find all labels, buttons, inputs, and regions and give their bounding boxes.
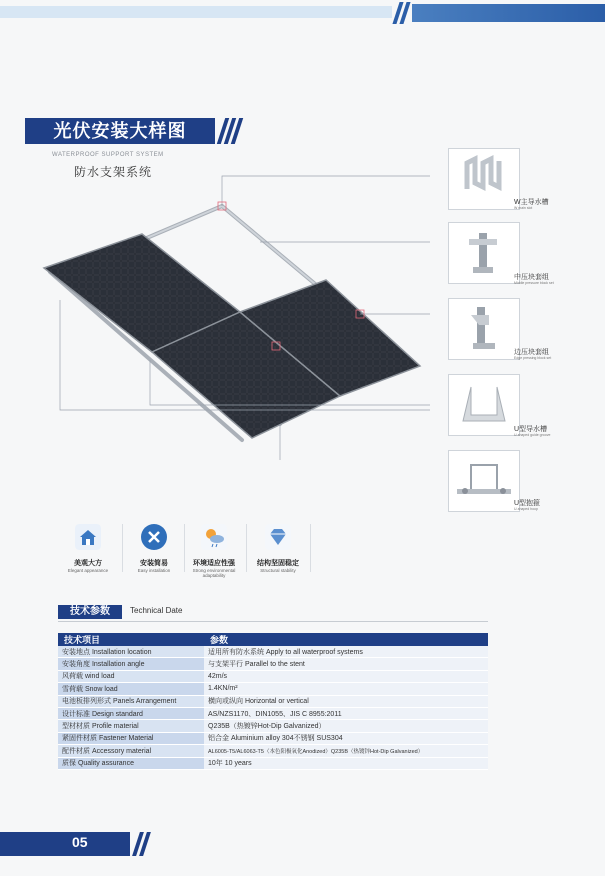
top-decor-band	[0, 0, 605, 30]
u-gutter-icon	[449, 375, 519, 435]
spec-header-item: 技术项目	[58, 633, 204, 646]
spec-key: 雪荷载 Snow load	[58, 683, 204, 695]
feature-sub: Easy installation	[137, 568, 171, 573]
spec-key: 安装地点 Installation location	[58, 646, 204, 658]
spec-value: AL6005-T5/AL6063-T5（本色阳极氧化Anodized）Q235B（热镀锌Hot-Dip Galvanized）	[204, 745, 488, 757]
component-label: U型导水槽	[514, 426, 548, 433]
edge-clamp-icon	[449, 299, 519, 359]
component-label: U型抱箍	[514, 500, 541, 507]
tools-icon	[141, 524, 167, 550]
feature-title: 安装简易	[140, 560, 168, 567]
middle-clamp-image	[448, 222, 520, 284]
weather-icon	[201, 524, 227, 550]
w-gutter-image	[448, 148, 520, 210]
table-row	[58, 707, 488, 719]
feature-item	[250, 520, 306, 584]
spec-key: 型材材质 Profile material	[58, 720, 204, 732]
spec-key: 配件材质 Accessory material	[58, 745, 204, 757]
diamond-icon	[265, 524, 291, 550]
spec-value: 横向或纵向 Horizontal or vertical	[204, 695, 488, 707]
page-title: 光伏安装大样图	[25, 118, 215, 144]
u-gutter-image	[448, 374, 520, 436]
spec-key: 紧固件材质 Fastener Material	[58, 732, 204, 744]
spec-key: 质保 Quality assurance	[58, 757, 204, 769]
page-number: 05	[72, 834, 88, 850]
spec-value: 42m/s	[204, 670, 488, 682]
feature-title: 结构坚固稳定	[257, 560, 299, 567]
feature-item	[126, 520, 182, 584]
spec-key: 电池板排列形式 Panels Arrangement	[58, 695, 204, 707]
u-hoop-icon	[449, 451, 519, 511]
feature-sub: Strong environmental adaptability	[192, 568, 236, 578]
feature-title: 环境适应性强	[193, 560, 235, 567]
spec-value: 与支架平行 Parallel to the stent	[204, 658, 488, 670]
w-gutter-icon	[449, 149, 519, 209]
component-sub: U-shaped hoop	[514, 507, 538, 511]
component-sub: U-shaped guide groove	[514, 433, 551, 437]
solar-installation-diagram	[30, 170, 430, 460]
divider	[58, 621, 488, 622]
component-sub: W main slot	[514, 206, 533, 210]
spec-key: 安装角度 Installation angle	[58, 658, 204, 670]
component-label: W主导水槽	[514, 199, 549, 206]
page-number-band	[0, 832, 130, 856]
subtitle-cn: 防水支架系统	[74, 165, 153, 179]
table-row	[58, 732, 488, 744]
component-label: 边压块套组	[514, 349, 549, 356]
spec-key: 设计标准 Design standard	[58, 707, 204, 719]
spec-value: 1.4KN/m²	[204, 683, 488, 695]
tech-section-title-en: Technical Date	[130, 606, 183, 615]
feature-item	[186, 520, 242, 584]
u-hoop-image	[448, 450, 520, 512]
table-row	[58, 720, 488, 732]
component-label: 中压块套组	[514, 274, 549, 281]
component-sub: Edge pressing block set	[514, 356, 552, 360]
subtitle-en: WATERPROOF SUPPORT SYSTEM	[52, 152, 164, 158]
feature-title: 美观大方	[74, 560, 102, 567]
solar-panels	[44, 234, 420, 438]
spec-value: 铝合金 Aluminium alloy 304不锈钢 SUS304	[204, 732, 488, 744]
spec-header-value: 参数	[204, 633, 488, 646]
feature-item	[60, 520, 116, 584]
component-sub: Middle pressure block set	[514, 281, 554, 285]
table-row	[58, 646, 488, 658]
middle-clamp-icon	[449, 223, 519, 283]
tech-section-title: 技术参数	[58, 605, 122, 619]
house-icon	[75, 524, 101, 550]
table-row	[58, 670, 488, 682]
spec-value: AS/NZS1170、DIN1055、JIS C 8955:2011	[204, 707, 488, 719]
table-row	[58, 695, 488, 707]
table-row	[58, 745, 488, 757]
spec-value: 适用所有防水系统 Apply to all waterproof systems	[204, 646, 488, 658]
feature-sub: Elegant appearance	[67, 568, 109, 573]
spec-value: 10年 10 years	[204, 757, 488, 769]
table-row	[58, 757, 488, 769]
table-row	[58, 683, 488, 695]
spec-table	[58, 633, 488, 770]
spec-value: Q235B（热镀锌Hot-Dip Galvanized）	[204, 720, 488, 732]
table-row	[58, 658, 488, 670]
spec-key: 风荷载 wind load	[58, 670, 204, 682]
feature-sub: Structural stability	[260, 568, 296, 573]
edge-clamp-image	[448, 298, 520, 360]
